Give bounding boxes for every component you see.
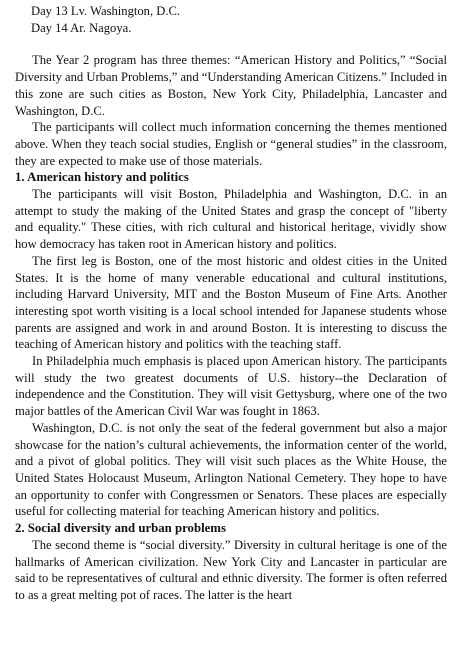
itinerary-schedule: [15, 3, 447, 36]
section-heading-history-politics: 1. American history and politics: [15, 170, 189, 185]
itinerary-day-13: Day 13 Lv. Washington, D.C.: [31, 4, 181, 18]
history-paragraph-philadelphia: In Philadelphia much emphasis is placed upon American history. The participants will study the two greatest documents of U.S. history--the Declaration of independence and the Constitution. They will visit Gettysburg, where one of the two major battles of the American Civil War was fought in 1863.: [15, 354, 447, 419]
diversity-paragraph-1: The second theme is “social diversity.” Diversity in cultural heritage is one of the hallmarks of American civilization. New York City and Lancaster in particular are said to be representatives of cultural and ethnic diversity. The former is often referred to as a great melting pot of races. The latter is the heart: [15, 537, 447, 602]
section-heading-social-diversity: 2. Social diversity and urban problems: [15, 521, 226, 536]
history-paragraph-1: The participants will visit Boston, Philadelphia and Washington, D.C. in an attempt to study the making of the United States and grasp the concept of "liberty and equality." These cities, with rich cultural and historical heritage, vividly show how democracy has taken root in American history and politics.: [15, 187, 447, 252]
itinerary-day-14: Day 14 Ar. Nagoya.: [31, 20, 132, 35]
intro-paragraph-2: The participants will collect much information concerning the themes mentioned above. When they teach social studies, English or “general studies” in the classroom, they are expected to make use of those materials.: [15, 120, 447, 168]
history-paragraph-washington: Washington, D.C. is not only the seat of the federal government but also a major showcase for the nation’s cultural achievements, the information center of the world, and a pivot of global politics. They will visit such places as the White House, the United States Holocaust Museum, Arlington National Cemetery. They hope to have an opportunity to confer with Congressmen or Senators. These places are especially useful for collecting material for teaching American history and politics.: [15, 420, 447, 519]
intro-paragraph-1: The Year 2 program has three themes: “American History and Politics,” “Social Diversity and Urban Problems,” and “Understanding American Citizens.” Included in this zone are such cities as Boston, New York City, Philadelphia, Lancaster and Washington, D.C.: [15, 53, 447, 118]
blank-line: [15, 36, 447, 52]
history-paragraph-boston: The first leg is Boston, one of the most historic and oldest cities in the United States. It is the home of many venerable educational and cultural institutions, including Harvard University, MIT and the Boston Museum of Fine Arts. Another interesting spot worth visiting is a local school intended for Japanese students whose parents are assigned and work in and around Boston. It is interesting to discuss the teaching of American history and politics with the teaching staff.: [15, 253, 447, 352]
